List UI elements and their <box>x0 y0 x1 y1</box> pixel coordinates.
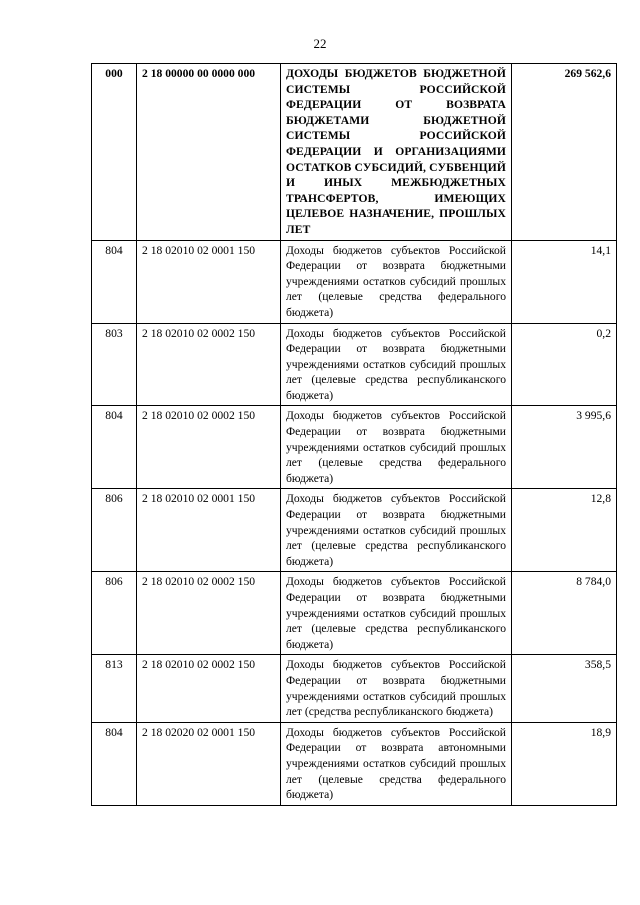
amount-cell: 8 784,0 <box>512 572 617 655</box>
amount-cell: 0,2 <box>512 323 617 406</box>
admin-code-cell: 813 <box>92 655 137 722</box>
admin-code-cell: 804 <box>92 240 137 323</box>
page-number: 22 <box>313 36 327 51</box>
revenue-name-cell: Доходы бюджетов субъектов Российской Федерации от возврата автономными учреждениями остатков субсидий прошлых лет (целевые средства федерального бюджета) <box>281 722 512 805</box>
table-row <box>92 572 617 655</box>
table-row <box>92 240 617 323</box>
table-row-section-total <box>92 64 617 241</box>
budget-code-cell: 2 18 02020 02 0001 150 <box>137 722 281 805</box>
amount-cell: 358,5 <box>512 655 617 722</box>
admin-code-cell: 804 <box>92 722 137 805</box>
budget-code-cell: 2 18 02010 02 0002 150 <box>137 406 281 489</box>
revenue-name-cell: ДОХОДЫ БЮДЖЕТОВ БЮДЖЕТНОЙ СИСТЕМЫ РОССИЙСКОЙ ФЕДЕРАЦИИ ОТ ВОЗВРАТА БЮДЖЕТАМИ БЮДЖЕТНОЙ СИСТЕМЫ РОССИЙСКОЙ ФЕДЕРАЦИИ И ОРГАНИЗАЦИЯМИ ОСТАТКОВ СУБСИДИЙ, СУБВЕНЦИЙ И ИНЫХ МЕЖБЮДЖЕТНЫХ ТРАНСФЕРТОВ, ИМЕЮЩИХ ЦЕЛЕВОЕ НАЗНАЧЕНИЕ, ПРОШЛЫХ ЛЕТ <box>281 64 512 241</box>
table-row <box>92 323 617 406</box>
revenue-name-cell: Доходы бюджетов субъектов Российской Федерации от возврата бюджетными учреждениями остатков субсидий прошлых лет (средства республиканского бюджета) <box>281 655 512 722</box>
table-row <box>92 489 617 572</box>
budget-code-cell: 2 18 02010 02 0002 150 <box>137 572 281 655</box>
budget-code-cell: 2 18 02010 02 0001 150 <box>137 240 281 323</box>
budget-revenue-table <box>91 63 617 806</box>
table-row <box>92 406 617 489</box>
budget-code-cell: 2 18 02010 02 0002 150 <box>137 655 281 722</box>
budget-code-cell: 2 18 02010 02 0001 150 <box>137 489 281 572</box>
admin-code-cell: 806 <box>92 489 137 572</box>
admin-code-cell: 804 <box>92 406 137 489</box>
admin-code-cell: 803 <box>92 323 137 406</box>
amount-cell: 269 562,6 <box>512 64 617 241</box>
admin-code-cell: 806 <box>92 572 137 655</box>
amount-cell: 14,1 <box>512 240 617 323</box>
amount-cell: 3 995,6 <box>512 406 617 489</box>
admin-code-cell: 000 <box>92 64 137 241</box>
amount-cell: 18,9 <box>512 722 617 805</box>
revenue-name-cell: Доходы бюджетов субъектов Российской Федерации от возврата бюджетными учреждениями остатков субсидий прошлых лет (целевые средства республиканского бюджета) <box>281 489 512 572</box>
revenue-name-cell: Доходы бюджетов субъектов Российской Федерации от возврата бюджетными учреждениями остатков субсидий прошлых лет (целевые средства республиканского бюджета) <box>281 323 512 406</box>
table-row <box>92 722 617 805</box>
revenue-name-cell: Доходы бюджетов субъектов Российской Федерации от возврата бюджетными учреждениями остатков субсидий прошлых лет (целевые средства федерального бюджета) <box>281 240 512 323</box>
budget-code-cell: 2 18 02010 02 0002 150 <box>137 323 281 406</box>
table-row <box>92 655 617 722</box>
amount-cell: 12,8 <box>512 489 617 572</box>
revenue-name-cell: Доходы бюджетов субъектов Российской Федерации от возврата бюджетными учреждениями остатков субсидий прошлых лет (целевые средства республиканского бюджета) <box>281 572 512 655</box>
revenue-name-cell: Доходы бюджетов субъектов Российской Федерации от возврата бюджетными учреждениями остатков субсидий прошлых лет (целевые средства федерального бюджета) <box>281 406 512 489</box>
budget-code-cell: 2 18 00000 00 0000 000 <box>137 64 281 241</box>
